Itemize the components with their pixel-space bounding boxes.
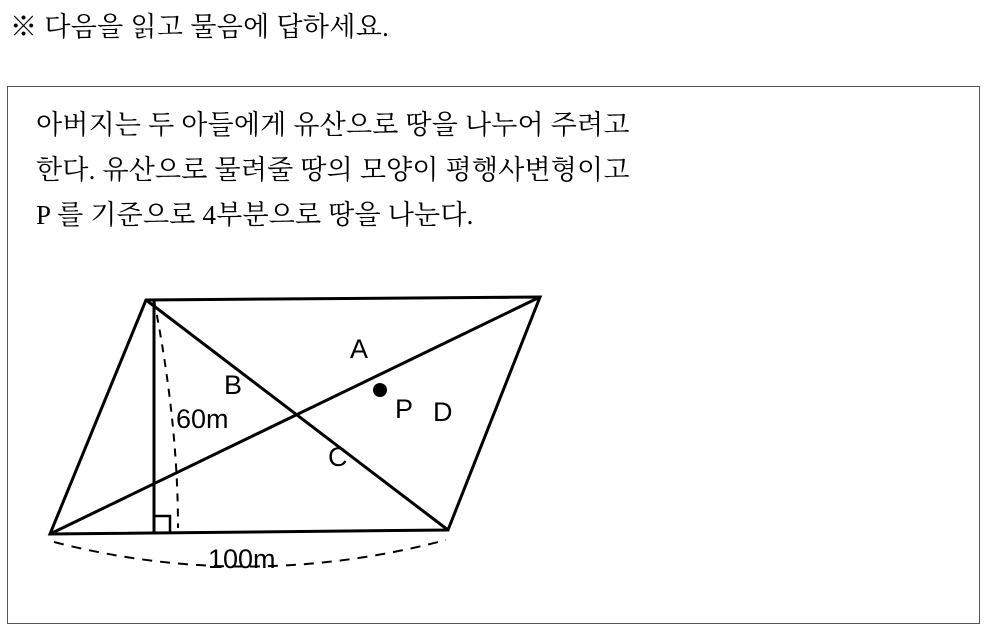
- region-label-c: C: [328, 442, 348, 472]
- problem-box: [7, 86, 980, 624]
- figure-svg: [28, 292, 608, 602]
- right-angle-marker: [154, 516, 170, 532]
- dashed-arc-inner: [154, 300, 178, 528]
- passage-line: 한다. 유산으로 물려줄 땅의 모양이 평행사변형이고: [36, 155, 630, 185]
- point-label-p: P: [395, 394, 414, 424]
- region-label-a: A: [350, 334, 369, 364]
- instruction-text: ※ 다음을 읽고 물음에 답하세요.: [10, 12, 390, 42]
- region-label-b: B: [224, 370, 243, 400]
- parallelogram-figure: [28, 292, 608, 602]
- passage-line: 아버지는 두 아들에게 유산으로 땅을 나누어 주려고: [36, 110, 630, 140]
- passage-line: P 를 기준으로 4부분으로 땅을 나눈다.: [36, 200, 474, 230]
- point-p-dot: [373, 383, 387, 397]
- diagonal-bl-tr: [50, 297, 540, 534]
- height-measure-label: 60m: [176, 404, 229, 434]
- base-measure-label: 100m: [208, 544, 276, 574]
- problem-passage: [36, 103, 941, 238]
- region-label-d: D: [433, 397, 453, 427]
